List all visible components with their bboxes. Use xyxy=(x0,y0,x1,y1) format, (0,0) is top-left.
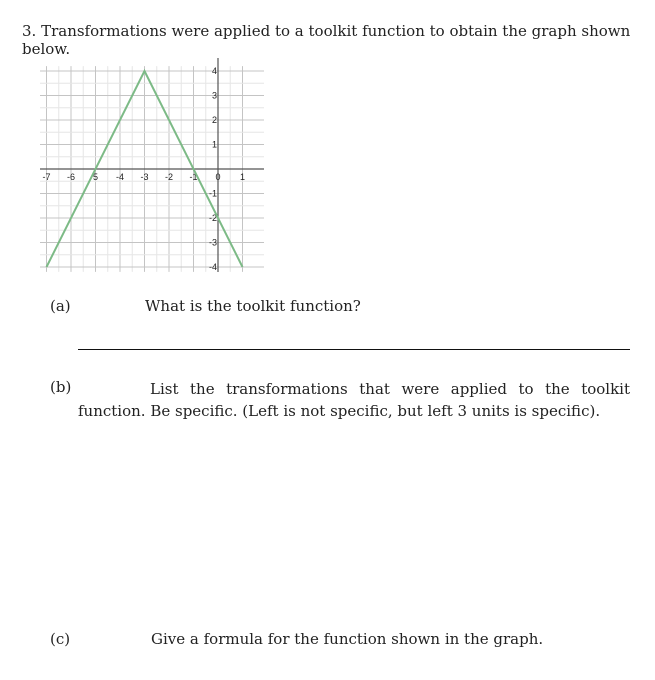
x-tick-label: -2 xyxy=(164,172,174,182)
part-b-question: List the transformations that were applied to the toolkit function. Be specific. (Left is not specific, but left 3 units is specific). xyxy=(78,380,630,420)
x-tick-label: -4 xyxy=(115,172,125,182)
function-graph xyxy=(40,56,264,274)
y-tick-label: -3 xyxy=(208,237,217,248)
x-tick-label: -1 xyxy=(189,172,198,182)
x-tick-label: -7 xyxy=(42,172,51,182)
y-tick-label: -2 xyxy=(208,213,217,223)
x-tick-label: 1 xyxy=(239,172,246,182)
y-tick-label: -4 xyxy=(208,262,217,272)
x-tick-label: 5 xyxy=(92,172,99,182)
graph-svg xyxy=(40,56,264,274)
part-b-label: (b) xyxy=(50,378,72,396)
y-tick-label: -1 xyxy=(208,188,217,199)
part-c-label: (c) xyxy=(50,630,71,648)
answer-line xyxy=(78,349,630,350)
question-title: 3. Transformations were applied to a toolkit function to obtain the graph shown below. xyxy=(22,22,631,58)
part-b-paragraph xyxy=(78,378,630,422)
y-tick-label: 4 xyxy=(211,66,217,76)
y-tick-label: 1 xyxy=(211,139,217,150)
y-tick-label: 2 xyxy=(211,115,217,125)
y-tick-label: 3 xyxy=(211,90,217,101)
part-a-question: What is the toolkit function? xyxy=(145,297,361,315)
x-tick-label: -6 xyxy=(66,172,76,182)
part-c-question: Give a formula for the function shown in the graph. xyxy=(151,630,544,648)
x-tick-label: 0 xyxy=(215,172,221,182)
x-tick-label: -3 xyxy=(140,172,149,182)
part-a-label: (a) xyxy=(50,297,71,315)
